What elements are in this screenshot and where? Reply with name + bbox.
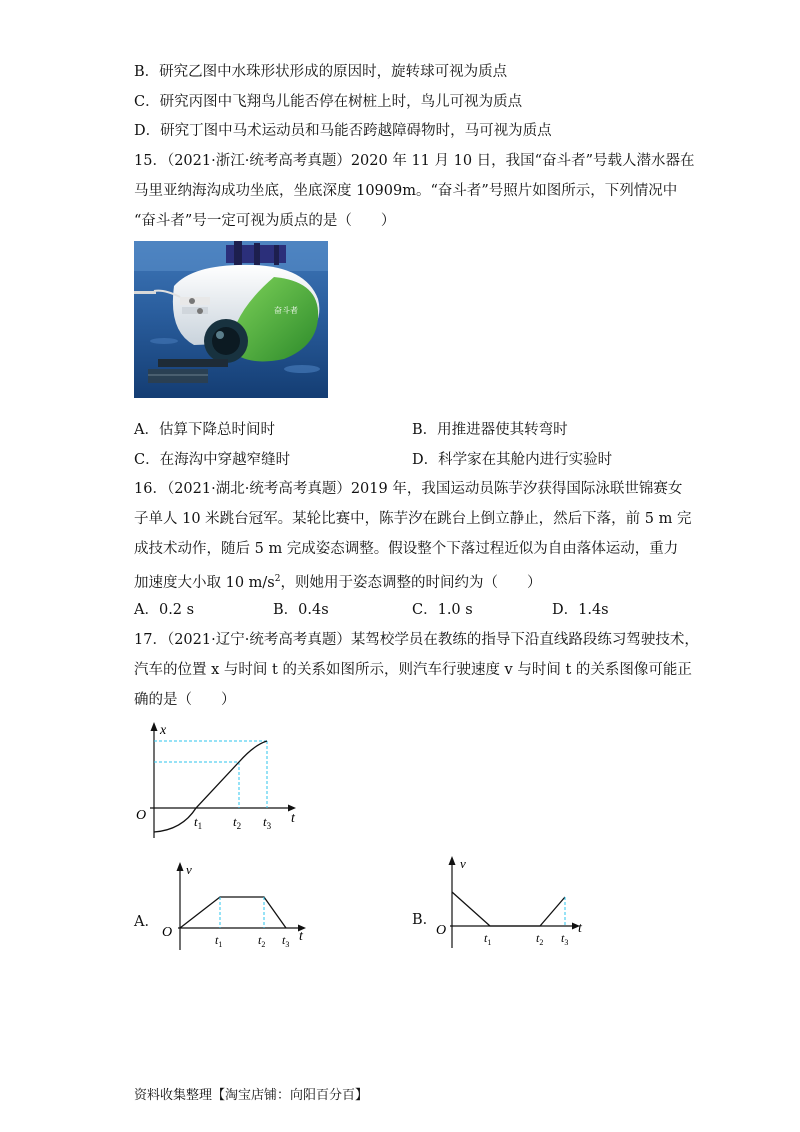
q17-stem-line3: 确的是（ ） [134,692,236,708]
q15-option-b: B．用推进器使其转弯时 [412,422,568,438]
v-t-line-a [180,897,286,928]
tick-t1: $t_1$ [215,933,223,949]
tick-t3: $t_3$ [263,814,272,831]
q16-option-b: B．0.4s [273,602,329,618]
q16-option-c: C．1.0 s [412,602,473,618]
v-t-graph-b [432,850,592,950]
q17-stem-line1: 17．（2021·辽宁·统考高考真题）某驾校学员在教练的指导下沿直线路段练习驾驶技术， [134,632,699,648]
origin-label: O [136,808,147,823]
q15-stem-line2: 马里亚纳海沟成功坐底，坐底深度 10909m。“奋斗者”号照片如图所示，下列情况中 [134,183,678,199]
tick-t2: $t_2$ [233,814,242,831]
q15-option-d: D．科学家在其舱内进行实验时 [412,452,613,468]
q15-stem-line1: 15．（2021·浙江·统考高考真题）2020 年 11 月 10 日，我国“奋斗者”号载人潜水器在 [134,153,695,169]
q16-stem-line1: 16．（2021·湖北·统考高考真题）2019 年，我国运动员陈芋汐获得国际泳联世锦赛女 [134,481,683,497]
tick-t3: $t_3$ [282,933,290,949]
q17-option-a-label: A． [134,914,159,930]
q16-stem-line2: 子单人 10 米跳台冠军。某轮比赛中，陈芋汐在跳台上倒立静止，然后下落，前 5 m 完 [134,511,692,527]
submarine-photo [134,241,328,398]
q16-stem-line3: 成技术动作，随后 5 m 完成姿态调整。假设整个下落过程近似为自由落体运动，重力 [134,541,679,557]
x-t-curve [154,741,267,832]
q16-option-a: A．0.2 s [134,602,195,618]
x-axis-label: t [578,921,582,936]
q14-option-c: C．研究丙图中飞翔鸟儿能否停在树桩上时，鸟儿可视为质点 [134,94,523,110]
q16-option-d: D．1.4s [552,602,609,618]
q14-option-b: B．研究乙图中水珠形状形成的原因时，旋转球可视为质点 [134,64,508,80]
q16-stem-line4: 加速度大小取 10 $m/s^2$，则她用于姿态调整的时间约为（ ） [134,574,542,591]
x-axis-label: t [299,929,303,944]
y-axis-label: v [186,862,192,877]
v-t-graph-a [158,856,318,952]
q17-option-b-label: B． [412,912,438,928]
q14-option-d: D．研究丁图中马术运动员和马能否跨越障碍物时，马可视为质点 [134,123,552,139]
x-t-graph [130,718,310,840]
tick-t1: $t_1$ [194,814,203,831]
y-axis-label: x [160,723,167,738]
tick-t3: $t_3$ [561,931,569,947]
origin-label: O [436,923,447,938]
tick-t2: $t_2$ [536,931,544,947]
q17-stem-line2: 汽车的位置 x 与时间 t 的关系如图所示，则汽车行驶速度 v 与时间 t 的关系图像可能正 [134,662,692,678]
tick-t2: $t_2$ [258,933,266,949]
x-axis-arrow [151,722,158,731]
v-axis-arrow [177,862,184,871]
v-axis-arrow [449,856,456,865]
q15-option-c: C．在海沟中穿越窄缝时 [134,452,291,468]
footer-text: 资料收集整理【淘宝店铺：向阳百分百】 [134,1088,369,1103]
q15-option-a: A．估算下降总时间时 [134,422,275,438]
x-axis-label: t [291,811,295,826]
origin-label: O [162,925,173,940]
submarine-name-text: 奋斗者 [274,306,298,315]
y-axis-label: v [460,856,466,871]
q15-stem-line3: “奋斗者”号一定可视为质点的是（ ） [134,213,396,229]
tick-t1: $t_1$ [484,931,492,947]
v-t-line-b [452,892,565,926]
